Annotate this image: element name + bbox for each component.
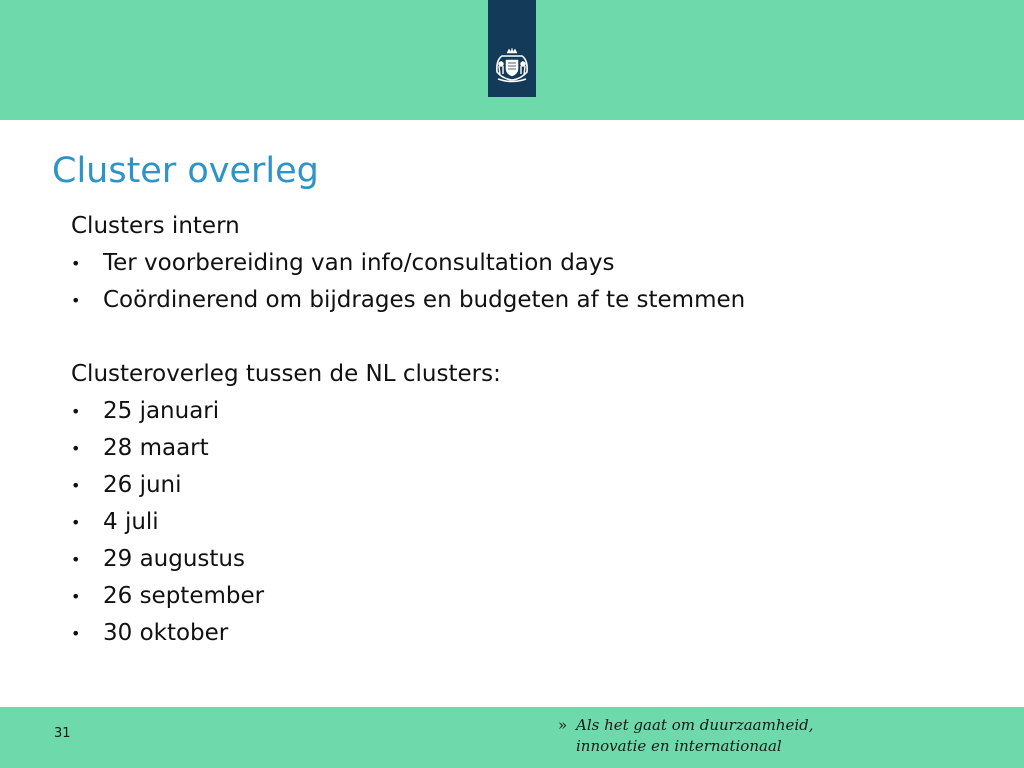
bullet-icon: • — [71, 624, 81, 643]
bullet-icon: • — [71, 254, 81, 273]
slide-body — [71, 208, 971, 652]
bullet-icon: • — [71, 291, 81, 310]
spacer — [71, 319, 971, 356]
list-item-text: 4 juli — [103, 509, 159, 535]
list-item — [71, 430, 971, 467]
list-item — [71, 282, 971, 319]
double-chevron-icon: » — [558, 716, 568, 734]
list-item — [71, 541, 971, 578]
list-item — [71, 615, 971, 652]
bullet-icon: • — [71, 476, 81, 495]
list-item-text: 30 oktober — [103, 620, 229, 646]
list-item — [71, 467, 971, 504]
tagline-line-1 — [558, 715, 814, 736]
section-heading-clusters-intern: Clusters intern — [71, 213, 240, 239]
bullet-list-meeting-dates — [71, 393, 971, 652]
bullet-icon: • — [71, 550, 81, 569]
logo — [488, 0, 536, 97]
list-item — [71, 245, 971, 282]
list-item — [71, 578, 971, 615]
list-item — [71, 504, 971, 541]
list-item-text: 29 augustus — [103, 546, 245, 572]
footer-tagline — [558, 715, 814, 757]
header-band — [0, 0, 1024, 120]
list-item-text: 28 maart — [103, 435, 209, 461]
section-heading-clusteroverleg: Clusteroverleg tussen de NL clusters: — [71, 361, 501, 387]
bullet-icon: • — [71, 513, 81, 532]
list-item — [71, 393, 971, 430]
bullet-icon: • — [71, 439, 81, 458]
bullet-icon: • — [71, 402, 81, 421]
page-number: 31 — [54, 726, 71, 741]
list-item-text: Coördinerend om bijdrages en budgeten af te stemmen — [103, 287, 746, 313]
list-item-text: 25 januari — [103, 398, 220, 424]
list-item-text: 26 september — [103, 583, 265, 609]
tagline-line-2: innovatie en internationaal — [576, 737, 782, 755]
slide-title: Cluster overleg — [52, 151, 319, 191]
coat-of-arms-icon — [488, 0, 536, 97]
footer-band — [0, 707, 1024, 768]
list-item-text: 26 juni — [103, 472, 182, 498]
bullet-list-clusters-intern — [71, 245, 971, 319]
tagline-line-1-text: Als het gaat om duurzaamheid, — [576, 716, 814, 734]
list-item-text: Ter voorbereiding van info/consultation days — [103, 250, 615, 276]
bullet-icon: • — [71, 587, 81, 606]
